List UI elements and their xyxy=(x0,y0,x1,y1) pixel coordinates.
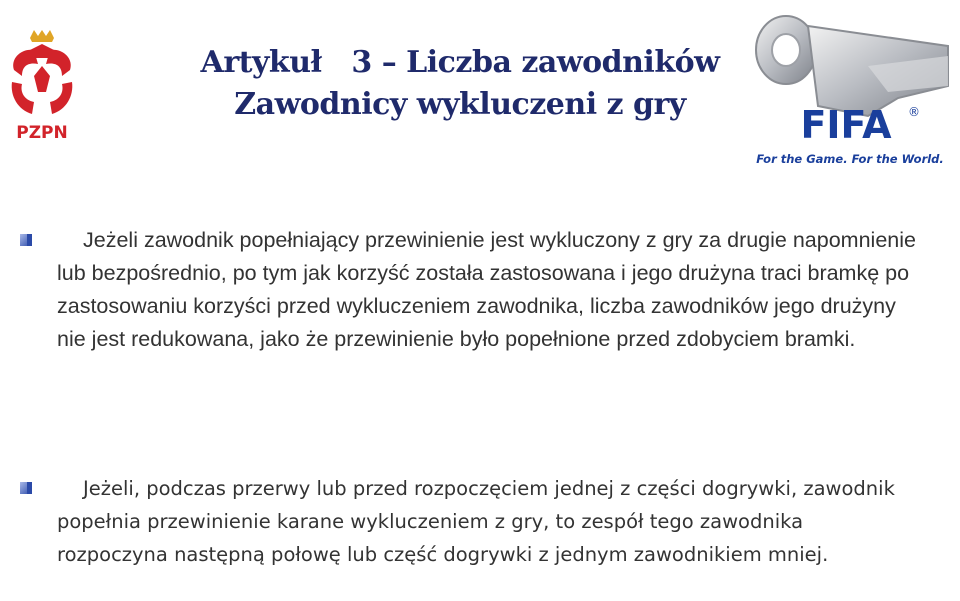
bullet-square-icon xyxy=(20,482,32,494)
registered-icon: ® xyxy=(908,105,920,119)
bullet-square-icon xyxy=(20,234,32,246)
bullet-1-content: Jeżeli zawodnik popełniający przewinienie jest wykluczony z gry za drugie napomnienie lub bezpośrednio, po tym jak korzyść została zastosowana i jego drużyna traci bramkę po zastosowaniu korzyści przed wykluczeniem zawodnika, liczba zawodników jego drużyny nie jest redukowana, jako że przewinienie było popełnione przed zdobyciem bramki. xyxy=(57,228,916,351)
bullet-text-2 xyxy=(57,472,920,571)
fifa-tagline: For the Game. For the World. xyxy=(756,152,944,166)
bullet-2-content: Jeżeli, podczas przerwy lub przed rozpoczęciem jednej z części dogrywki, zawodnik popełnia przewinienie karane wykluczeniem z gry, to zespół tego zawodnika rozpoczyna następną połowę lub część dogrywki z jednym zawodnikiem mniej. xyxy=(57,477,895,566)
title-article-label: Artykuł xyxy=(200,45,322,80)
bullet-item-1 xyxy=(20,224,920,356)
bullet-text-1 xyxy=(57,224,920,356)
title-line-2: Zawodnicy wykluczeni z gry xyxy=(234,87,686,122)
pzpn-emblem-icon xyxy=(12,44,73,114)
crown-icon xyxy=(30,30,54,42)
page-title xyxy=(150,42,770,126)
fifa-logo xyxy=(748,6,954,172)
pzpn-logo-text: PZPN xyxy=(16,123,68,142)
bullet-item-2 xyxy=(20,472,920,571)
whistle-icon xyxy=(756,16,948,116)
title-article-name: 3 – Liczba zawodników xyxy=(351,45,720,80)
pzpn-logo xyxy=(4,30,80,142)
fifa-logo-text: FIFA xyxy=(800,103,892,147)
title-line-1 xyxy=(150,42,770,84)
